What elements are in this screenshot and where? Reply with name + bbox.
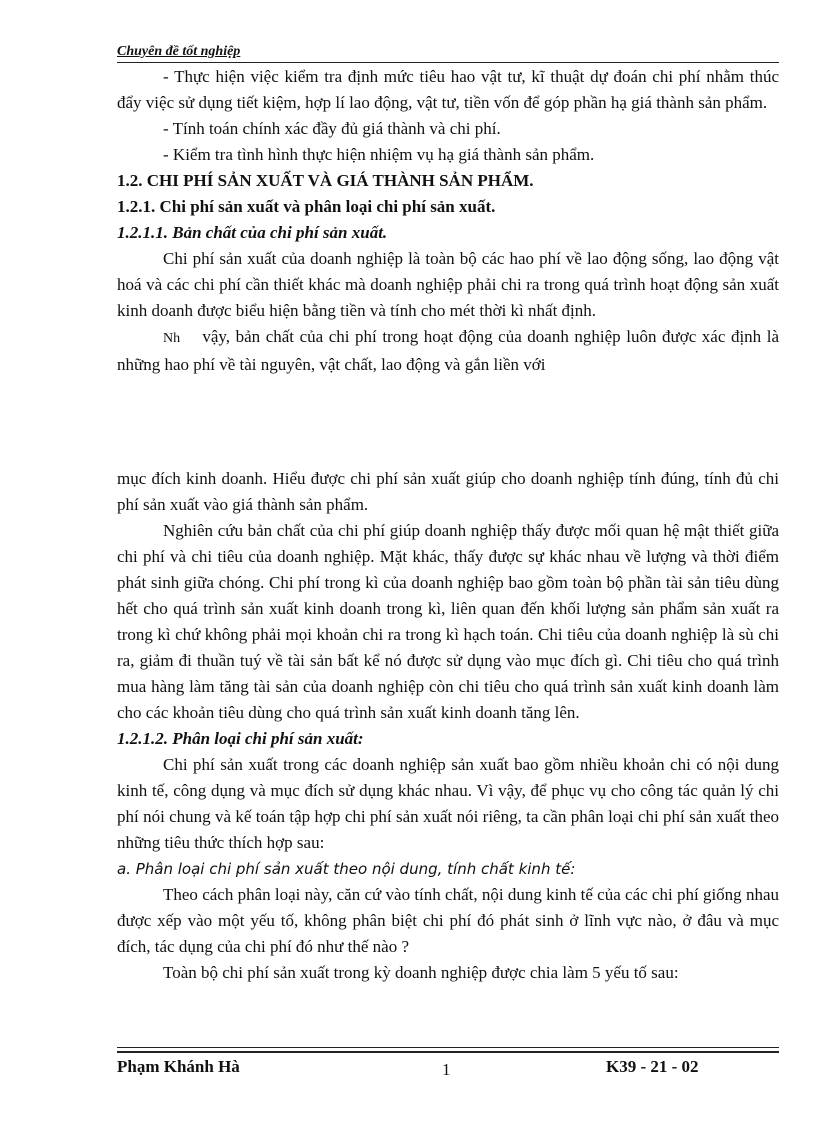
content-block-top bbox=[117, 64, 779, 378]
subheading-a: a. Phân loại chi phí sản xuất theo nội dung, tính chất kinh tế: bbox=[117, 860, 576, 878]
bullet-kiem-tra-tinh-hinh: - Kiểm tra tình hình thực hiện nhiệm vụ hạ giá thành sản phẩm. bbox=[163, 145, 595, 164]
paragraph-nhu-vay-text: vậy, bản chất của chi phí trong hoạt động của doanh nghiệp luôn được xác định là những hao phí về tài nguyên, vật chất, lao động và gắn liền với bbox=[117, 327, 780, 374]
page-header-title: Chuyên đề tốt nghiệp bbox=[117, 44, 241, 59]
section-heading-1-2-1-2: 1.2.1.2. Phân loại chi phí sản xuất: bbox=[117, 729, 364, 748]
paragraph-muc-dich: mục đích kinh doanh. Hiểu được chi phí sản xuất giúp cho doanh nghiệp tính đúng, tính đủ chi phí sản xuất vào giá thành sản phẩm. bbox=[117, 469, 779, 514]
footer-rule-thin bbox=[117, 1047, 779, 1048]
section-heading-1-2-1: 1.2.1. Chi phí sản xuất và phân loại chi phí sản xuất. bbox=[117, 197, 496, 216]
section-heading-1-2: 1.2. CHI PHÍ SẢN XUẤT VÀ GIÁ THÀNH SẢN PHẨM. bbox=[117, 171, 534, 190]
paragraph-phan-loai: Chi phí sản xuất trong các doanh nghiệp sản xuất bao gồm nhiều khoản chi có nội dung kinh tế, công dụng và mục đích sử dụng khác nhau. Vì vậy, để phục vụ cho công tác quản lý chi phí nói chung và kế toán tập hợp chi phí sản xuất nói riêng, ta cần phân loại chi phí sản xuất theo những tiêu thức thích hợp sau: bbox=[117, 755, 779, 852]
paragraph-nhu-vay-prefix: Nh bbox=[163, 331, 181, 346]
footer-page-number: 1 bbox=[442, 1060, 451, 1079]
footer-author: Phạm Khánh Hà bbox=[117, 1057, 240, 1076]
paragraph-nhu-vay bbox=[117, 324, 779, 378]
bullet-kiem-tra-dinh-muc: - Thực hiện việc kiểm tra định mức tiêu hao vật tư, kĩ thuật dự đoán chi phí nhằm thúc đẩy việc sử dụng tiết kiệm, hợp lí lao động, vật tư, tiền vốn để góp phần hạ giá thành sản phẩm. bbox=[117, 67, 779, 112]
paragraph-nghien-cuu: Nghiên cứu bản chất của chi phí giúp doanh nghiệp thấy được mối quan hệ mật thiết giữa chi phí và chi tiêu của doanh nghiệp. Mặt khác, thấy được sự khác nhau về lượng và thời điểm phát sinh giữa chóng. Chi phí trong kì của doanh nghiệp bao gồm toàn bộ phần tài sản tiêu dùng hết cho quá trình sản xuất kinh doanh trong kì, liên quan đến khối lượng sản phẩm sản xuất ra trong kì chứ không phải mọi khoản chi ra trong kì hạch toán. Chi tiêu của doanh nghiệp là sù chi ra, giảm đi thuần tuý về tài sản bất kể nó được sử dụng vào mục đích gì. Chi tiêu cho quá trình mua hàng làm tăng tài sản của doanh nghiệp còn chi tiêu cho quá trình sản xuất kinh doanh làm cho các khoản tiêu dùng cho quá trình sản xuất kinh doanh tăng lên. bbox=[117, 521, 779, 722]
bullet-tinh-toan: - Tính toán chính xác đầy đủ giá thành và chi phí. bbox=[163, 119, 501, 138]
paragraph-theo-cach: Theo cách phân loại này, căn cứ vào tính chất, nội dung kinh tế của các chi phí giống nhau được xếp vào một yếu tố, không phân biệt chi phí đó phát sinh ở lĩnh vực nào, ở đâu và mục đích, tác dụng của chi phí đó như thế nào ? bbox=[117, 885, 779, 956]
header-rule bbox=[117, 62, 779, 63]
paragraph-ban-chat: Chi phí sản xuất của doanh nghiệp là toàn bộ các hao phí về lao động sống, lao động vật hoá và các chi phí cần thiết khác mà doanh nghiệp phải chi ra trong quá trình hoạt động sản xuất kinh doanh được biểu hiện bằng tiền và tính cho mét thời kì nhất định. bbox=[117, 249, 779, 320]
footer-class-code: K39 - 21 - 02 bbox=[606, 1057, 699, 1076]
section-heading-1-2-1-1: 1.2.1.1. Bản chất của chi phí sản xuất. bbox=[117, 223, 388, 242]
paragraph-toan-bo: Toàn bộ chi phí sản xuất trong kỳ doanh nghiệp được chia làm 5 yếu tố sau: bbox=[163, 963, 679, 982]
footer-rule-thick bbox=[117, 1051, 779, 1053]
content-block-main bbox=[117, 466, 779, 986]
